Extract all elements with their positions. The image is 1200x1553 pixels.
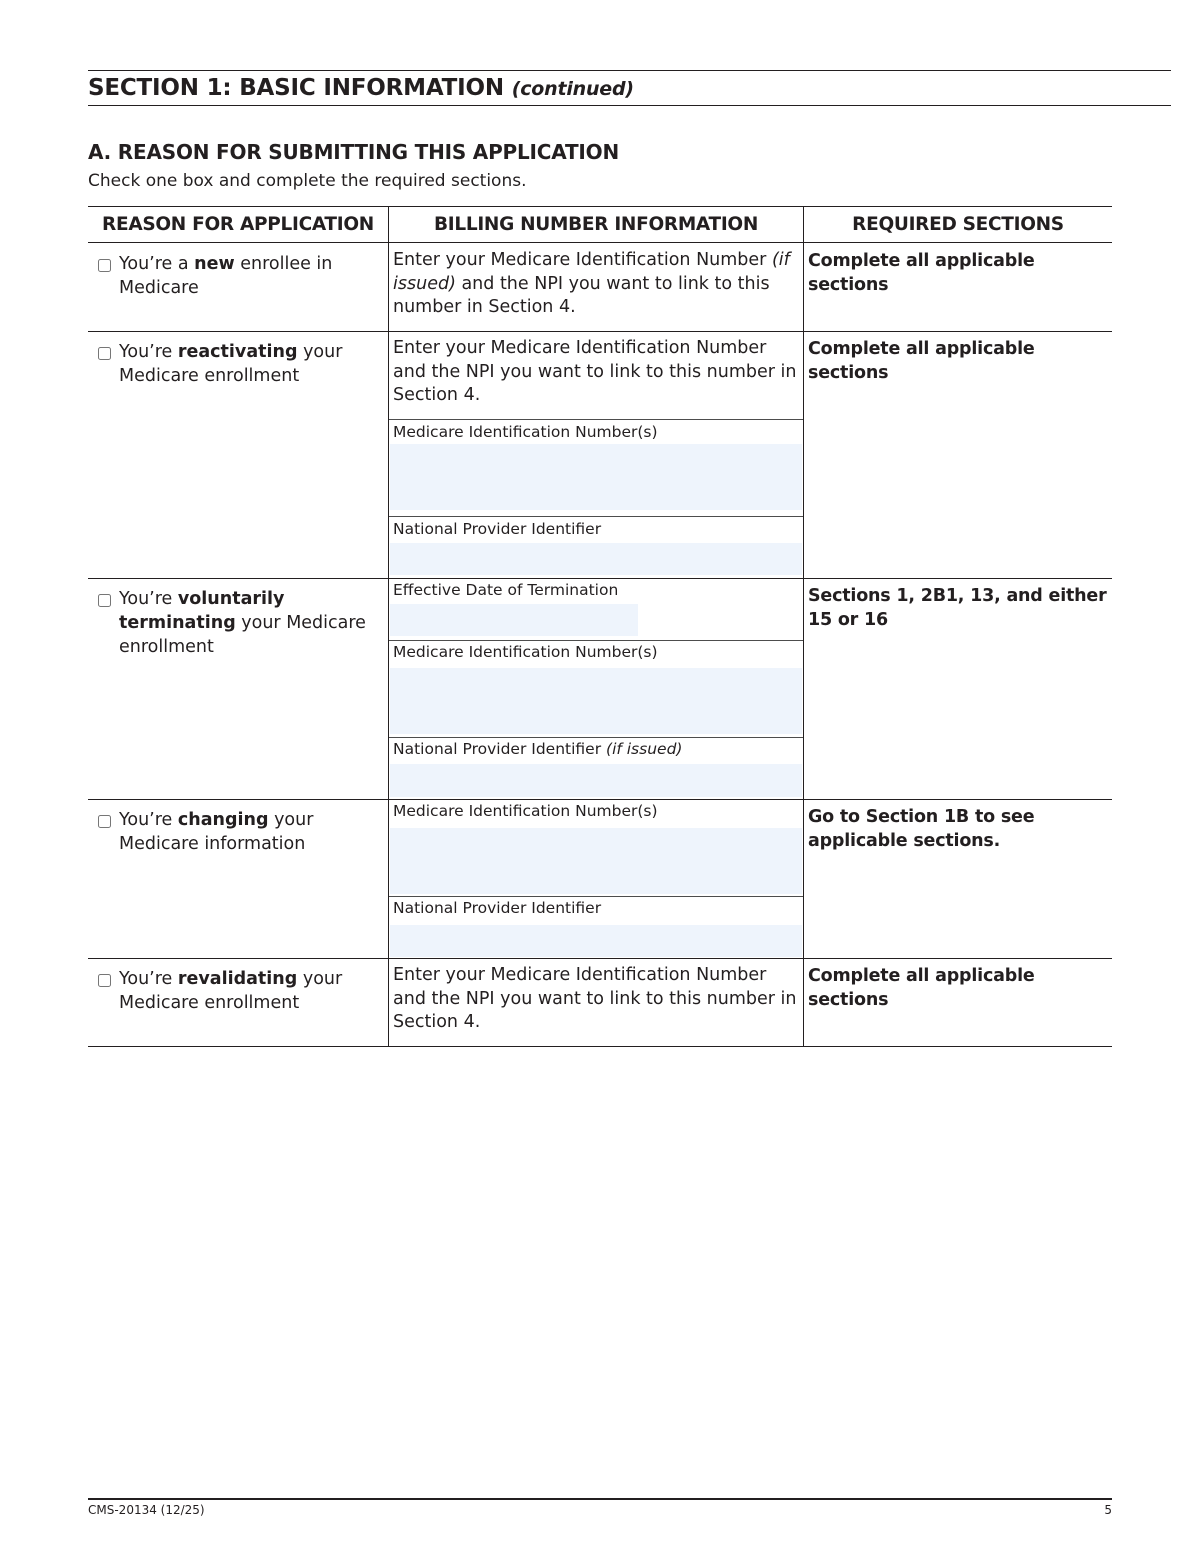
required-terminating: Sections 1, 2B1, 13, and either 15 or 16 (808, 586, 1107, 630)
required-changing: Go to Section 1B to see applicable sections. (808, 807, 1035, 851)
form-code: CMS-20134 (12/25) (88, 1503, 205, 1517)
header-required: REQUIRED SECTIONS (852, 214, 1064, 235)
field-divider (389, 737, 803, 738)
input-terminating-mid[interactable] (390, 668, 802, 734)
input-changing-npi[interactable] (390, 925, 802, 957)
field-divider (389, 896, 803, 897)
billing-reactivating: Enter your Medicare Identification Number and the NPI you want to link to this number in Section 4. (393, 338, 797, 405)
label-terminating-mid: Medicare Identification Number(s) (393, 643, 658, 661)
row-divider (88, 958, 1112, 959)
part-a-heading: A. REASON FOR SUBMITTING THIS APPLICATION (88, 140, 620, 164)
checkbox-reactivating[interactable] (98, 347, 111, 360)
row-divider (88, 578, 1112, 579)
header-divider (88, 242, 1112, 243)
table-bottom-border (88, 1046, 1112, 1047)
label-changing-npi: National Provider Identifier (393, 899, 602, 917)
required-reactivating: Complete all applicable sections (808, 339, 1035, 383)
reason-table: REASON FOR APPLICATION BILLING NUMBER INFORMATION REQUIRED SECTIONS You’re a new enrollee in Medicare Enter your Medicare Identification Number (if issued) and the NPI you want to link to this number in Section 4. Complete all applicable sections You’re reactivating your Medicare enrollment Enter your Medicare Identification Number and the NPI you want to link to this number in Section 4. Complete all applicable sections Medicare Identification Number(s) National Provider Identifier You’re voluntarily terminating your Medicare enrollment Effective Date of Termination Sections 1, 2B1, 13, and either 15 or 16 Medicare Identification Number(s) National Provider Identifier (if issued) You’re changing your Medicare information Medicare Identification Number(s) Go to Section 1B to see applicable sections. National Provider Identifier You’re revalidating your Medicare enrollment Enter your Medicare Identification Number and the NPI you want to link to this number in Section 4. Complete all applicable sections (88, 206, 1112, 1046)
input-termination-date[interactable] (390, 604, 638, 636)
required-new-enrollee: Complete all applicable sections (808, 251, 1035, 295)
checkbox-changing[interactable] (98, 815, 111, 828)
field-divider (389, 640, 803, 641)
header-reason: REASON FOR APPLICATION (102, 214, 374, 235)
page-number: 5 (1104, 1503, 1112, 1517)
part-a-instruction: Check one box and complete the required sections. (88, 171, 527, 191)
header-billing: BILLING NUMBER INFORMATION (433, 214, 759, 235)
row-divider (88, 331, 1112, 332)
input-reactivating-mid[interactable] (390, 444, 802, 510)
section-header (88, 70, 1171, 106)
label-termination-date: Effective Date of Termination (393, 581, 619, 599)
field-divider (389, 419, 803, 420)
checkbox-revalidating[interactable] (98, 974, 111, 987)
billing-new-enrollee: Enter your Medicare Identification Number (if issued) and the NPI you want to link to this number in Section 4. (393, 250, 790, 317)
section-title-suffix: (continued) (511, 78, 634, 100)
checkbox-new-enrollee[interactable] (98, 259, 111, 272)
input-terminating-npi[interactable] (390, 764, 802, 797)
required-revalidating: Complete all applicable sections (808, 966, 1035, 1010)
input-changing-mid[interactable] (390, 828, 802, 894)
label-changing-mid: Medicare Identification Number(s) (393, 802, 658, 820)
column-divider (388, 207, 389, 1047)
label-terminating-npi: National Provider Identifier (if issued) (393, 740, 683, 758)
section-title: SECTION 1: BASIC INFORMATION (continued) (88, 75, 634, 101)
checkbox-terminating[interactable] (98, 594, 111, 607)
billing-revalidating: Enter your Medicare Identification Number and the NPI you want to link to this number in Section 4. (393, 965, 797, 1032)
row-divider (88, 799, 1112, 800)
field-divider (389, 516, 803, 517)
column-divider (803, 207, 804, 1047)
input-reactivating-npi[interactable] (390, 543, 802, 575)
label-reactivating-mid: Medicare Identification Number(s) (393, 423, 658, 441)
footer-rule (88, 1498, 1112, 1500)
label-reactivating-npi: National Provider Identifier (393, 520, 602, 538)
